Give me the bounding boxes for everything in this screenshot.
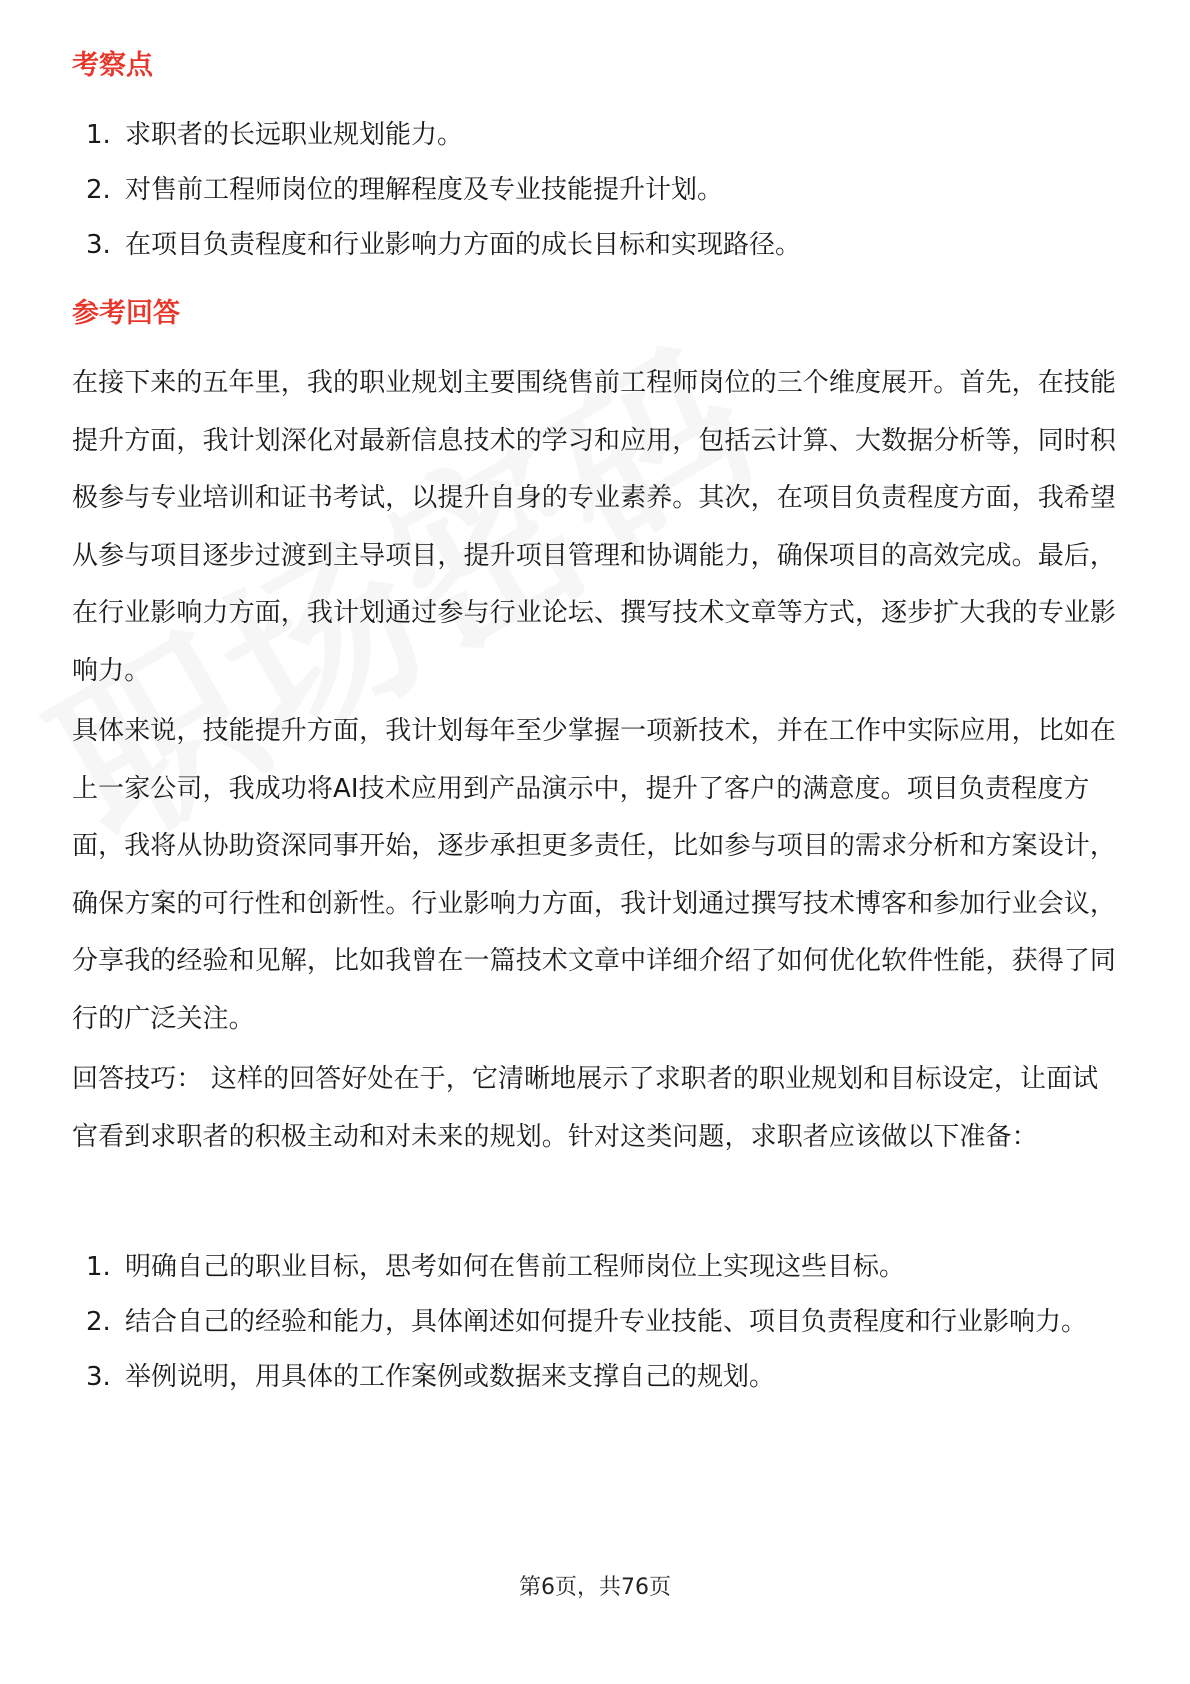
list-text: 求职者的长远职业规划能力。 [125,120,464,150]
list-number: 1. [86,120,111,150]
list-item [72,1295,1117,1350]
list-text: 举例说明，用具体的工作案例或数据来支撑自己的规划。 [125,1362,776,1392]
list-item [72,218,1117,273]
tips-list [72,1240,1117,1405]
list-number: 2. [86,1307,111,1337]
points-list [72,108,1117,273]
answer-paragraph-1: 在接下来的五年里，我的职业规划主要围绕售前工程师岗位的三个维度展开。首先，在技能提升方面，我计划深化对最新信息技术的学习和应用，包括云计算、大数据分析等，同时积极参与专业培训和证书考试，以提升自身的专业素养。其次，在项目负责程度方面，我希望从参与项目逐步过渡到主导项目，提升项目管理和协调能力，确保项目的高效完成。最后，在行业影响力方面，我计划通过参与行业论坛、撰写技术文章等方式，逐步扩大我的专业影响力。 [72,368,1117,686]
answer-tips-paragraph: 回答技巧： 这样的回答好处在于，它清晰地展示了求职者的职业规划和目标设定，让面试官看到求职者的积极主动和对未来的规划。针对这类问题，求职者应该做以下准备： [72,1064,1099,1152]
list-number: 3. [86,1362,111,1392]
list-text: 明确自己的职业目标，思考如何在售前工程师岗位上实现这些目标。 [125,1252,906,1282]
list-text: 结合自己的经验和能力，具体阐述如何提升专业技能、项目负责程度和行业影响力。 [125,1307,1088,1337]
answer-paragraph-2: 具体来说，技能提升方面，我计划每年至少掌握一项新技术，并在工作中实际应用，比如在上一家公司，我成功将AI技术应用到产品演示中，提升了客户的满意度。项目负责程度方面，我将从协助资深同事开始，逐步承担更多责任，比如参与项目的需求分析和方案设计，确保方案的可行性和创新性。行业影响力方面，我计划通过撰写技术博客和参加行业会议，分享我的经验和见解，比如我曾在一篇技术文章中详细介绍了如何优化软件性能，获得了同行的广泛关注。 [72,716,1117,1034]
list-number: 3. [86,230,111,260]
list-item [72,163,1117,218]
list-text: 对售前工程师岗位的理解程度及专业技能提升计划。 [125,175,724,205]
answer-heading: 参考回答 [72,298,180,329]
list-item [72,1240,1117,1295]
list-item [72,1350,1117,1405]
list-text: 在项目负责程度和行业影响力方面的成长目标和实现路径。 [125,230,802,260]
page-footer: 第6页，共76页 [519,1575,671,1600]
list-number: 1. [86,1252,111,1282]
list-item [72,108,1117,163]
points-heading: 考察点 [72,50,153,81]
list-number: 2. [86,175,111,205]
